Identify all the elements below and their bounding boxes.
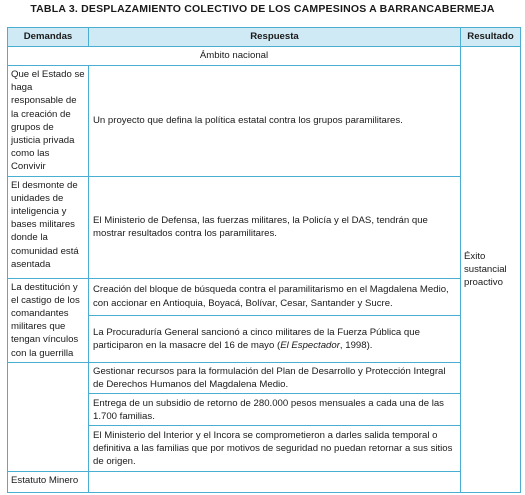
table-title: TABLA 3. DESPLAZAMIENTO COLECTIVO DE LOS CAMPESINOS A BARRANCABERMEJA bbox=[30, 3, 495, 15]
response-text: El Ministerio de Defensa, las fuerzas militares, la Policía y el DAS, tendrán que mostrar resultados contra los paramilitares. bbox=[93, 214, 428, 240]
table-row bbox=[8, 278, 521, 315]
table-row bbox=[8, 66, 521, 177]
response-cell bbox=[89, 362, 461, 393]
table-row bbox=[8, 472, 521, 493]
demand-text: El desmonte de unidades de inteligencia y bases militares donde la comunidad está asentada bbox=[11, 179, 79, 270]
ambito-cell: Ámbito nacional bbox=[8, 47, 461, 66]
header-respuesta: Respuesta bbox=[89, 28, 461, 47]
response-text bbox=[93, 326, 456, 352]
response-text: Un proyecto que defina la política estatal contra los grupos paramilitares. bbox=[93, 115, 403, 127]
demand-cell bbox=[8, 176, 89, 278]
demand-cell bbox=[8, 66, 89, 177]
demand-cell bbox=[8, 472, 89, 493]
result-cell bbox=[461, 47, 521, 493]
response-text: Creación del bloque de búsqueda contra el paramilitarismo en el Magdalena Medio, con accionar en Antioquia, Boyacá, Bolívar, Cesar, Santander y Sucre. bbox=[93, 284, 449, 309]
table-row bbox=[8, 176, 521, 278]
demand-text: La destitución y el castigo de los comandantes militares que tengan vínculos con la guerrilla bbox=[11, 281, 80, 359]
response-text: Entrega de un subsidio de retorno de 280.000 pesos mensuales a cada una de las 1.700 familias. bbox=[93, 397, 444, 422]
response-text: El Ministerio del Interior y el Incora se comprometieron a darles salida temporal o definitiva a las familias que por motivos de seguridad no puedan retornar a sus sitios de origen. bbox=[93, 429, 453, 468]
response-cell bbox=[89, 66, 461, 177]
demand-cell bbox=[8, 278, 89, 362]
ambito-row bbox=[8, 47, 521, 66]
response-cell bbox=[89, 426, 461, 472]
demand-text: Estatuto Minero bbox=[11, 475, 79, 487]
header-demandas: Demandas bbox=[8, 28, 89, 47]
result-text: Éxito sustancial proactivo bbox=[464, 250, 507, 289]
header-row bbox=[8, 28, 521, 47]
demand-cell bbox=[8, 362, 89, 471]
response-cell bbox=[89, 315, 461, 362]
data-table bbox=[7, 27, 521, 493]
source-citation: El Espectador bbox=[280, 339, 340, 351]
response-cell bbox=[89, 278, 461, 315]
response-cell bbox=[89, 472, 461, 493]
response-text-part: La Procuraduría General sancionó a cinco militares de la Fuerza Pública que participaron en la masacre del 16 de mayo ( bbox=[93, 326, 420, 351]
demand-text: Que el Estado se haga responsable de la creación de grupos de justicia privada como las Convivir bbox=[11, 69, 85, 173]
response-cell bbox=[89, 176, 461, 278]
response-cell bbox=[89, 394, 461, 426]
header-resultado: Resultado bbox=[461, 28, 521, 47]
response-text: Gestionar recursos para la formulación del Plan de Desarrollo y Protección Integral de Derechos Humanos del Magdalena Medio. bbox=[93, 365, 446, 391]
table-row bbox=[8, 362, 521, 393]
response-text-part: , 1998). bbox=[339, 339, 373, 351]
